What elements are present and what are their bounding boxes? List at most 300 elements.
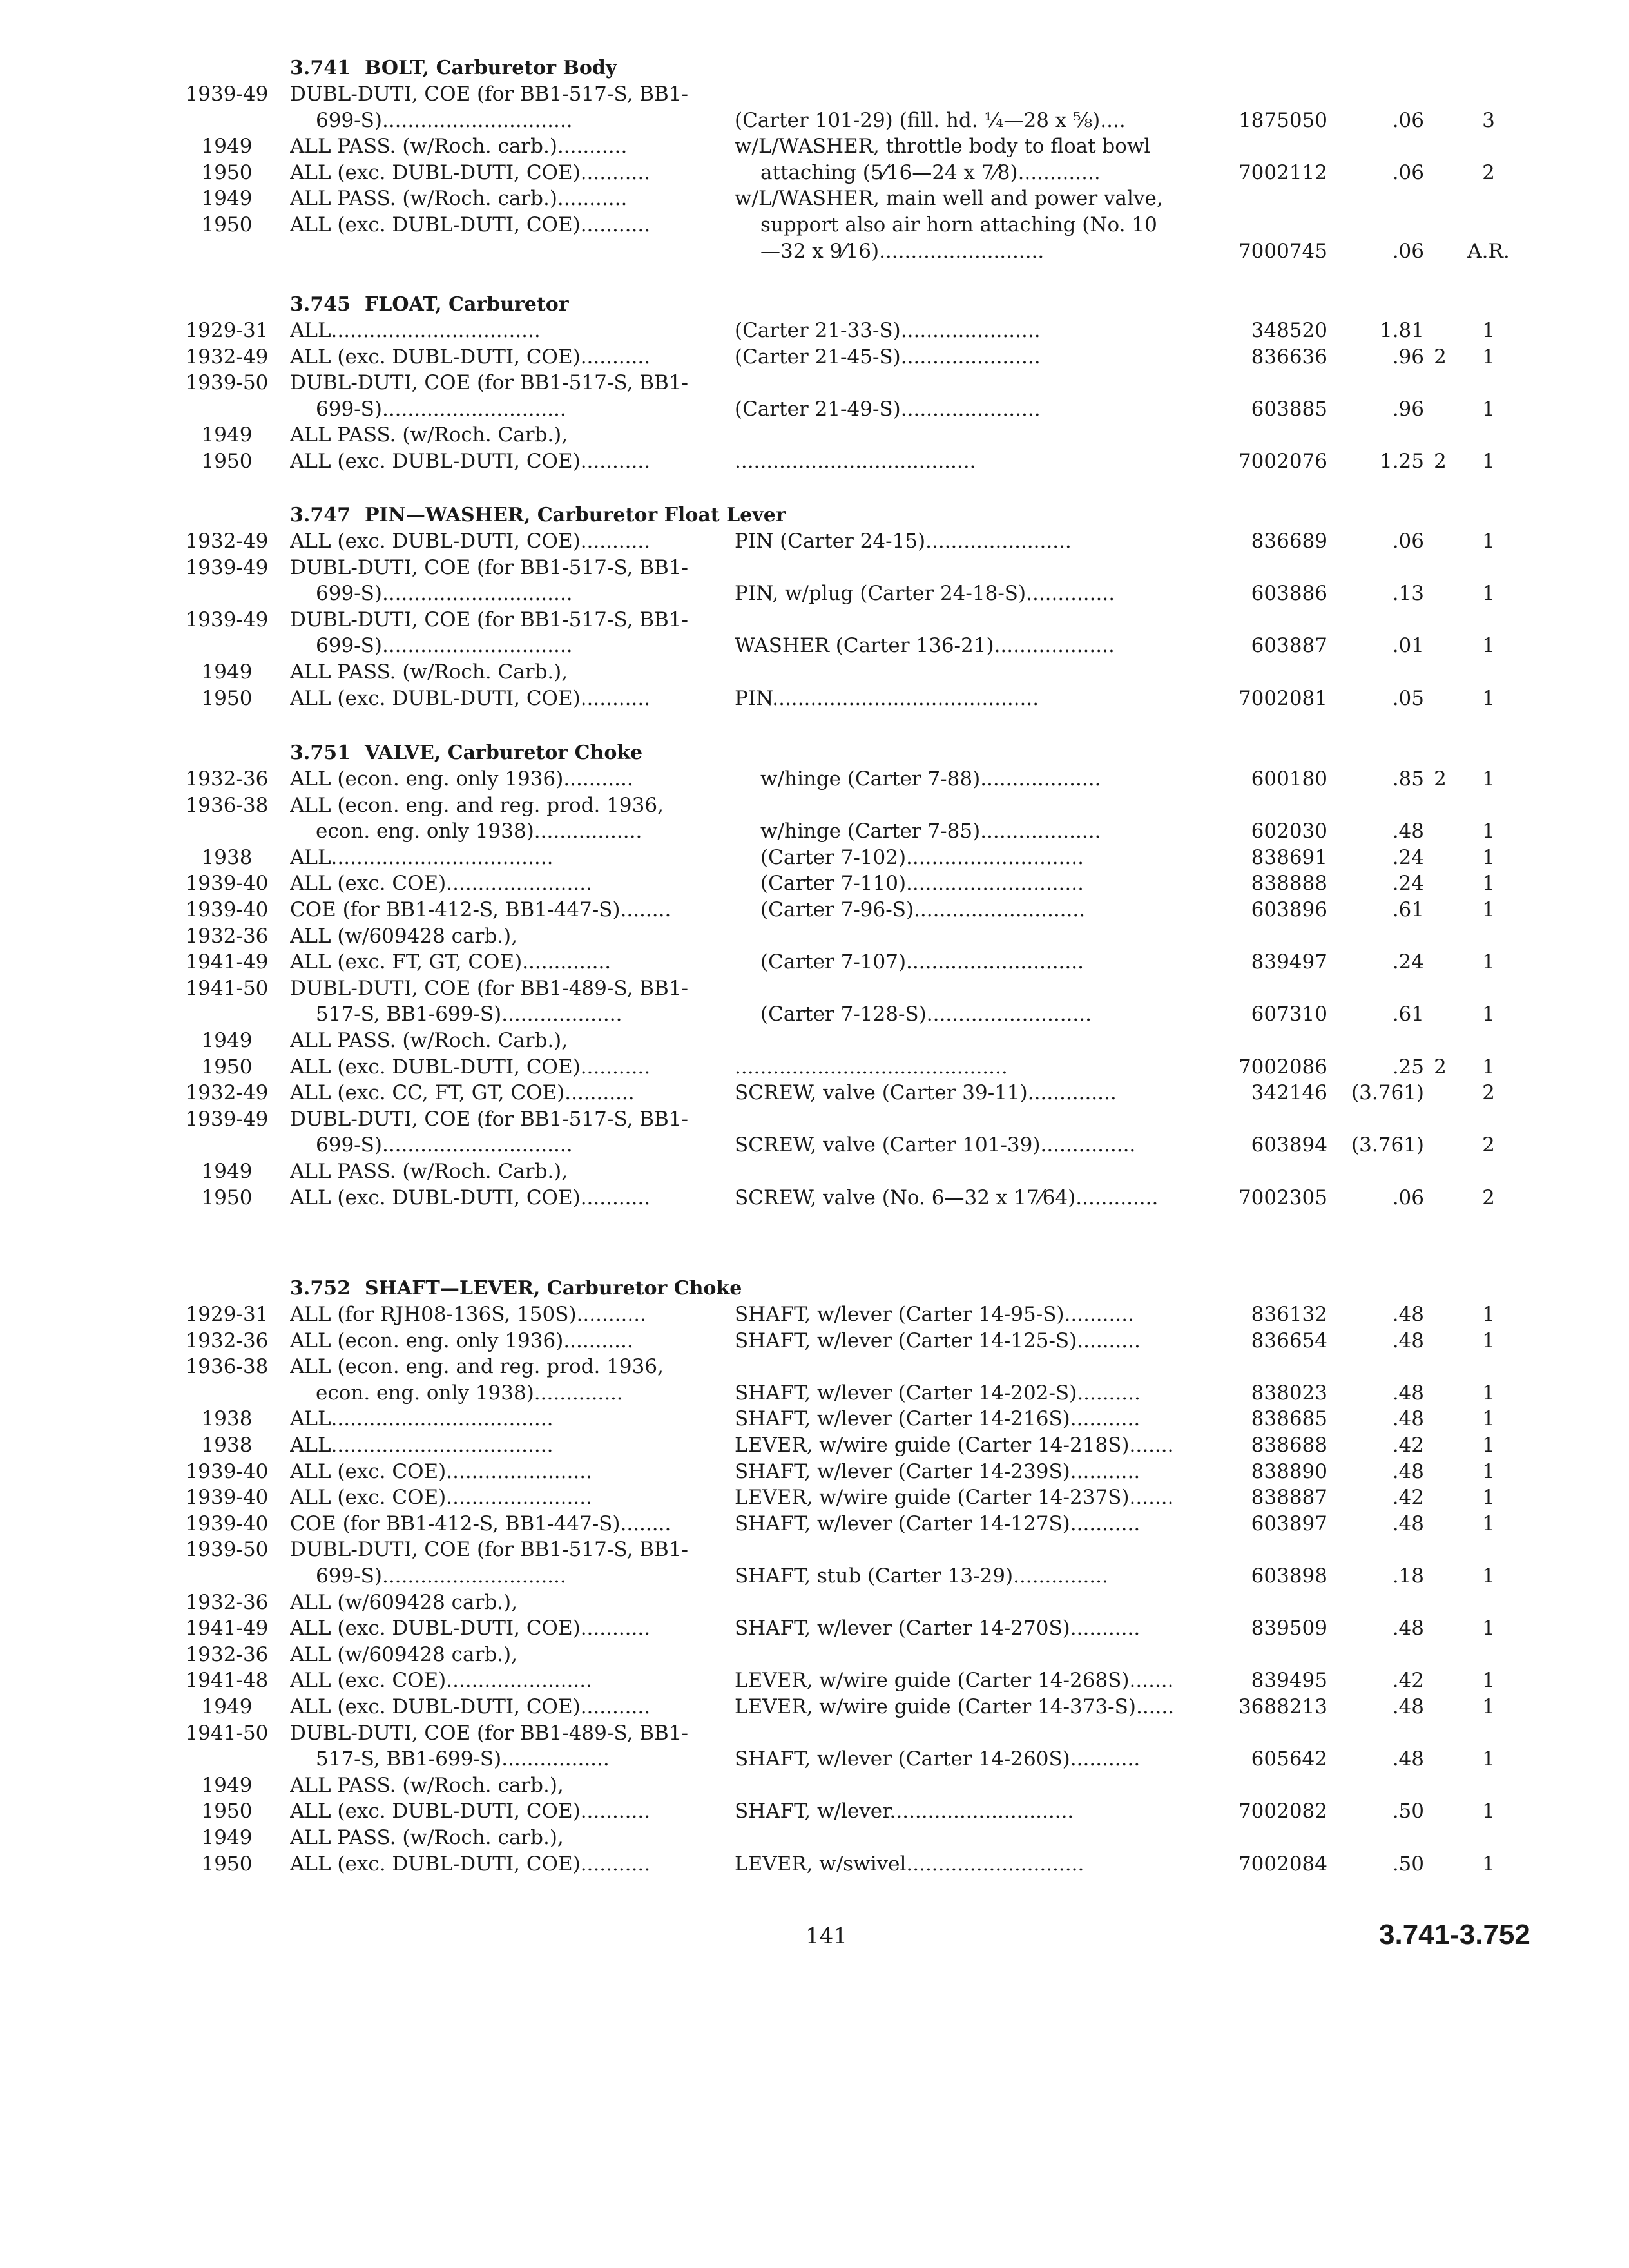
table-row — [0, 318, 1629, 343]
description-cell: (Carter 7-128-S).......................... — [760, 1003, 1092, 1026]
section-title — [290, 1277, 742, 1300]
description-cell: PIN, w/plug (Carter 24-18-S).............. — [735, 582, 1115, 606]
quantity-cell: 2 — [1482, 160, 1495, 184]
price-cell: .18 — [1392, 1564, 1424, 1588]
application-cell: DUBL-DUTI, COE (for BB1-517-S, BB1- — [290, 608, 688, 631]
price-cell: .06 — [1392, 108, 1424, 132]
quantity-cell: 1 — [1482, 397, 1495, 421]
price-cell: .06 — [1392, 530, 1424, 553]
application-cell: DUBL-DUTI, COE (for BB1-517-S, BB1- — [290, 555, 688, 579]
price-cell: .05 — [1392, 686, 1424, 710]
application-cell: ALL................................... — [290, 1407, 554, 1431]
price-cell: .85 — [1392, 767, 1424, 791]
description-cell: —32 x 9⁄16).......................... — [760, 239, 1045, 263]
table-row — [0, 186, 1629, 211]
description-cell: SCREW, valve (No. 6—32 x 17⁄64)............. — [735, 1186, 1159, 1209]
table-row — [0, 1590, 1629, 1615]
year-cell: 1939-40 — [185, 872, 269, 896]
section-number: 3.741 — [290, 57, 351, 79]
quantity-cell: 1 — [1482, 950, 1495, 974]
description-cell: SHAFT, stub (Carter 13-29)............... — [735, 1564, 1108, 1588]
price-cell: .48 — [1392, 1617, 1424, 1640]
application-cell: ALL (exc. DUBL-DUTI, COE)........... — [290, 160, 651, 184]
application-cell: ALL PASS. (w/Roch. Carb.), — [290, 1029, 568, 1052]
description-cell: PIN.......................................... — [735, 686, 1039, 710]
application-cell: DUBL-DUTI, COE (for BB1-517-S, BB1- — [290, 1107, 688, 1131]
year-cell: 1929-31 — [185, 1303, 269, 1326]
table-row — [0, 686, 1629, 711]
part-number-cell: 7002081 — [1238, 686, 1327, 710]
price-cell: .96 — [1392, 397, 1424, 421]
part-number-cell: 7002112 — [1238, 160, 1327, 184]
table-row — [0, 1328, 1629, 1354]
price-cell: .48 — [1392, 1329, 1424, 1352]
section-title — [290, 504, 786, 526]
application-cell: DUBL-DUTI, COE (for BB1-489-S, BB1- — [290, 1721, 688, 1745]
part-number-cell: 836132 — [1251, 1303, 1327, 1326]
application-cell: ALL................................... — [290, 845, 554, 869]
price-cell: .06 — [1392, 160, 1424, 184]
part-number-cell: 605642 — [1251, 1747, 1327, 1771]
year-cell: 1932-49 — [185, 1081, 269, 1105]
year-cell: 1950 — [201, 160, 253, 184]
application-cell: ALL (exc. CC, FT, GT, COE)........... — [290, 1081, 635, 1105]
year-cell: 1932-36 — [185, 1642, 269, 1666]
quantity-cell: 2 — [1482, 1186, 1495, 1209]
part-number-cell: 838890 — [1251, 1459, 1327, 1483]
section-title — [290, 293, 569, 316]
quantity-cell: 1 — [1482, 1381, 1495, 1405]
description-cell: w/L/WASHER, throttle body to float bowl — [735, 135, 1151, 159]
group-cell: 2 — [1434, 450, 1447, 473]
price-cell: 1.25 — [1379, 450, 1424, 473]
part-number-cell: 838685 — [1251, 1407, 1327, 1431]
price-cell: .42 — [1392, 1486, 1424, 1510]
part-number-cell: 838888 — [1251, 872, 1327, 896]
year-cell: 1949 — [201, 1695, 253, 1718]
application-cell: ALL (exc. FT, GT, COE).............. — [290, 950, 612, 974]
table-row — [0, 897, 1629, 923]
table-row — [0, 1485, 1629, 1510]
quantity-cell: 2 — [1482, 1133, 1495, 1157]
year-cell: 1949 — [201, 1029, 253, 1052]
quantity-cell: 1 — [1482, 898, 1495, 921]
price-cell: .96 — [1392, 345, 1424, 369]
year-cell: 1950 — [201, 1852, 253, 1876]
part-number-cell: 838688 — [1251, 1434, 1327, 1457]
table-row — [0, 81, 1629, 107]
section-name: FLOAT, Carburetor — [364, 293, 569, 316]
table-row — [0, 1080, 1629, 1106]
year-cell: 1932-36 — [185, 1329, 269, 1352]
price-cell: .48 — [1392, 1303, 1424, 1326]
application-cell: DUBL-DUTI, COE (for BB1-489-S, BB1- — [290, 976, 688, 1000]
table-row — [0, 528, 1629, 554]
price-cell: .48 — [1392, 1747, 1424, 1771]
application-cell: ALL PASS. (w/Roch. Carb.), — [290, 1160, 568, 1183]
application-cell: ALL PASS. (w/Roch. carb.)........... — [290, 187, 628, 211]
application-cell: ALL PASS. (w/Roch. carb.), — [290, 1773, 564, 1797]
price-cell: (3.761) — [1351, 1081, 1424, 1105]
quantity-cell: 1 — [1482, 530, 1495, 553]
quantity-cell: 3 — [1482, 108, 1495, 132]
description-cell: LEVER, w/wire guide (Carter 14-237S)....... — [735, 1486, 1174, 1510]
table-row — [0, 396, 1629, 422]
description-cell: SHAFT, w/lever (Carter 14-202-S).......... — [735, 1381, 1141, 1405]
section-range: 3.741-3.752 — [1379, 1919, 1530, 1950]
application-cell: 699-S)............................. — [316, 397, 566, 421]
part-number-cell: 603897 — [1251, 1512, 1327, 1535]
part-number-cell: 603886 — [1251, 582, 1327, 606]
table-row — [0, 581, 1629, 606]
application-cell: ALL (exc. DUBL-DUTI, COE)........... — [290, 1695, 651, 1718]
table-row — [0, 108, 1629, 133]
table-row — [0, 766, 1629, 792]
application-cell: econ. eng. only 1938)................. — [316, 820, 642, 843]
section-name: PIN—WASHER, Carburetor Float Lever — [364, 504, 786, 526]
application-cell: ALL (econ. eng. and reg. prod. 1936, — [290, 793, 664, 817]
table-row — [0, 1537, 1629, 1562]
price-cell: .25 — [1392, 1055, 1424, 1079]
application-cell: ALL (for RJH08-136S, 150S)........... — [290, 1303, 646, 1326]
table-row — [0, 1432, 1629, 1458]
table-row — [0, 1720, 1629, 1746]
application-cell: ALL (exc. DUBL-DUTI, COE)........... — [290, 450, 651, 473]
price-cell: .42 — [1392, 1434, 1424, 1457]
part-number-cell: 839509 — [1251, 1617, 1327, 1640]
group-cell: 2 — [1434, 1055, 1447, 1079]
table-row — [0, 793, 1629, 818]
quantity-cell: 1 — [1482, 1512, 1495, 1535]
quantity-cell: 1 — [1482, 872, 1495, 896]
description-cell: support also air horn attaching (No. 10 — [760, 213, 1157, 236]
application-cell: 699-S).............................. — [316, 108, 573, 132]
description-cell: SCREW, valve (Carter 39-11).............. — [735, 1081, 1117, 1105]
part-number-cell: 7002086 — [1238, 1055, 1327, 1079]
quantity-cell: 1 — [1482, 686, 1495, 710]
year-cell: 1950 — [201, 213, 253, 236]
description-cell: w/hinge (Carter 7-85)................... — [760, 820, 1101, 843]
table-row — [0, 555, 1629, 581]
quantity-cell: 1 — [1482, 1617, 1495, 1640]
table-row — [0, 1667, 1629, 1693]
part-number-cell: 7002076 — [1238, 450, 1327, 473]
year-cell: 1941-50 — [185, 1721, 269, 1745]
table-row — [0, 1302, 1629, 1327]
application-cell: ALL (exc. DUBL-DUTI, COE)........... — [290, 1055, 651, 1079]
part-number-cell: 7002082 — [1238, 1800, 1327, 1823]
part-number-cell: 838691 — [1251, 845, 1327, 869]
description-cell: SHAFT, w/lever (Carter 14-95-S)........... — [735, 1303, 1134, 1326]
description-cell: SCREW, valve (Carter 101-39)............... — [735, 1133, 1136, 1157]
price-cell: .24 — [1392, 845, 1424, 869]
description-cell: LEVER, w/wire guide (Carter 14-218S)....... — [735, 1434, 1174, 1457]
application-cell: ALL PASS. (w/Roch. carb.), — [290, 1826, 564, 1849]
year-cell: 1950 — [201, 1055, 253, 1079]
quantity-cell: 1 — [1482, 1055, 1495, 1079]
table-row — [0, 1132, 1629, 1158]
description-cell: SHAFT, w/lever (Carter 14-127S)........... — [735, 1512, 1141, 1535]
year-cell: 1941-50 — [185, 976, 269, 1000]
table-row — [0, 1615, 1629, 1641]
part-number-cell: 600180 — [1251, 767, 1327, 791]
table-row — [0, 845, 1629, 870]
price-cell: (3.761) — [1351, 1133, 1424, 1157]
year-cell: 1939-40 — [185, 1459, 269, 1483]
table-row — [0, 1798, 1629, 1824]
price-cell: .42 — [1392, 1669, 1424, 1693]
quantity-cell: 1 — [1482, 634, 1495, 658]
description-cell: LEVER, w/swivel............................ — [735, 1852, 1084, 1876]
part-number-cell: 603885 — [1251, 397, 1327, 421]
table-row — [0, 870, 1629, 896]
year-cell: 1941-49 — [185, 950, 269, 974]
application-cell: ALL (econ. eng. only 1936)........... — [290, 767, 633, 791]
table-row — [0, 923, 1629, 949]
part-number-cell: 603894 — [1251, 1133, 1327, 1157]
quantity-cell: 2 — [1482, 1081, 1495, 1105]
part-number-cell: 342146 — [1251, 1081, 1327, 1105]
description-cell: SHAFT, w/lever (Carter 14-260S)........... — [735, 1747, 1141, 1771]
description-cell: LEVER, w/wire guide (Carter 14-268S)....... — [735, 1669, 1174, 1693]
description-cell: (Carter 7-107)............................ — [760, 950, 1084, 974]
application-cell: 699-S).............................. — [316, 1133, 573, 1157]
application-cell: ALL PASS. (w/Roch. Carb.), — [290, 423, 568, 447]
quantity-cell: 1 — [1482, 1434, 1495, 1457]
year-cell: 1939-49 — [185, 555, 269, 579]
table-row — [0, 1642, 1629, 1667]
price-cell: .24 — [1392, 872, 1424, 896]
application-cell: ALL (exc. DUBL-DUTI, COE)........... — [290, 345, 651, 369]
price-cell: 1.81 — [1379, 319, 1424, 342]
year-cell: 1939-50 — [185, 371, 269, 395]
description-cell: SHAFT, w/lever............................. — [735, 1800, 1074, 1823]
year-cell: 1939-40 — [185, 898, 269, 921]
year-cell: 1949 — [201, 1826, 253, 1849]
application-cell: ALL (exc. DUBL-DUTI, COE)........... — [290, 1852, 651, 1876]
application-cell: ALL................................. — [290, 319, 541, 342]
quantity-cell: 1 — [1482, 345, 1495, 369]
year-cell: 1929-31 — [185, 319, 269, 342]
table-row — [0, 160, 1629, 186]
application-cell: COE (for BB1-412-S, BB1-447-S)........ — [290, 898, 671, 921]
part-number-cell: 607310 — [1251, 1003, 1327, 1026]
year-cell: 1938 — [201, 1407, 253, 1431]
quantity-cell: 1 — [1482, 1407, 1495, 1431]
year-cell: 1936-38 — [185, 1355, 269, 1379]
page-number: 141 — [805, 1923, 847, 1949]
section-number: 3.745 — [290, 293, 351, 316]
table-row — [0, 1459, 1629, 1485]
application-cell: ALL (exc. COE)....................... — [290, 1486, 592, 1510]
description-cell: (Carter 7-102)............................ — [760, 845, 1084, 869]
application-cell: ALL (exc. COE)....................... — [290, 872, 592, 896]
price-cell: .61 — [1392, 898, 1424, 921]
year-cell: 1949 — [201, 1773, 253, 1797]
application-cell: 517-S, BB1-699-S)................. — [316, 1747, 610, 1771]
description-cell: (Carter 101-29) (fill. hd. ¼—28 x ⅝).... — [735, 108, 1126, 132]
quantity-cell: 1 — [1482, 1564, 1495, 1588]
application-cell: COE (for BB1-412-S, BB1-447-S)........ — [290, 1512, 671, 1535]
description-cell: (Carter 21-33-S)...................... — [735, 319, 1041, 342]
application-cell: ALL (exc. DUBL-DUTI, COE)........... — [290, 530, 651, 553]
table-row — [0, 1158, 1629, 1184]
year-cell: 1950 — [201, 1186, 253, 1209]
section-name: VALVE, Carburetor Choke — [364, 742, 643, 764]
year-cell: 1949 — [201, 1160, 253, 1183]
year-cell: 1936-38 — [185, 793, 269, 817]
part-number-cell: 1875050 — [1238, 108, 1327, 132]
quantity-cell: 1 — [1482, 1695, 1495, 1718]
price-cell: .48 — [1392, 1381, 1424, 1405]
application-cell: 699-S).............................. — [316, 582, 573, 606]
year-cell: 1949 — [201, 135, 253, 159]
part-number-cell: 836636 — [1251, 345, 1327, 369]
application-cell: econ. eng. only 1938).............. — [316, 1381, 623, 1405]
description-cell: SHAFT, w/lever (Carter 14-239S)........... — [735, 1459, 1141, 1483]
table-row — [0, 344, 1629, 370]
year-cell: 1939-49 — [185, 608, 269, 631]
description-cell: LEVER, w/wire guide (Carter 14-373-S)...... — [735, 1695, 1175, 1718]
application-cell: ALL (exc. DUBL-DUTI, COE)........... — [290, 213, 651, 236]
description-cell: ...................................... — [735, 450, 976, 473]
application-cell: ALL (econ. eng. and reg. prod. 1936, — [290, 1355, 664, 1379]
table-row — [0, 818, 1629, 844]
table-row — [0, 1825, 1629, 1850]
price-cell: .06 — [1392, 1186, 1424, 1209]
table-row — [0, 975, 1629, 1001]
part-number-cell: 603896 — [1251, 898, 1327, 921]
table-row — [0, 448, 1629, 474]
price-cell: .48 — [1392, 820, 1424, 843]
table-row — [0, 949, 1629, 975]
quantity-cell: 1 — [1482, 319, 1495, 342]
table-row — [0, 133, 1629, 159]
part-number-cell: 7002084 — [1238, 1852, 1327, 1876]
application-cell: ALL................................... — [290, 1434, 554, 1457]
table-row — [0, 1185, 1629, 1211]
section-name: SHAFT—LEVER, Carburetor Choke — [364, 1277, 742, 1300]
table-row — [0, 1746, 1629, 1772]
year-cell: 1941-48 — [185, 1669, 269, 1693]
section-title — [290, 742, 642, 764]
year-cell: 1932-49 — [185, 345, 269, 369]
quantity-cell: 1 — [1482, 1329, 1495, 1352]
section-number: 3.747 — [290, 504, 351, 526]
part-number-cell: 7000745 — [1238, 239, 1327, 263]
description-cell: PIN (Carter 24-15)....................... — [735, 530, 1072, 553]
quantity-cell: 1 — [1482, 845, 1495, 869]
price-cell: .61 — [1392, 1003, 1424, 1026]
year-cell: 1949 — [201, 187, 253, 211]
part-number-cell: 348520 — [1251, 319, 1327, 342]
group-cell: 2 — [1434, 767, 1447, 791]
description-cell: w/L/WASHER, main well and power valve, — [735, 187, 1163, 211]
table-row — [0, 1511, 1629, 1537]
application-cell: ALL PASS. (w/Roch. Carb.), — [290, 660, 568, 684]
table-row — [0, 1851, 1629, 1877]
table-row — [0, 1563, 1629, 1589]
year-cell: 1938 — [201, 1434, 253, 1457]
price-cell: .50 — [1392, 1800, 1424, 1823]
section-number: 3.752 — [290, 1277, 351, 1300]
year-cell: 1939-49 — [185, 1107, 269, 1131]
price-cell: .24 — [1392, 950, 1424, 974]
table-row — [0, 1054, 1629, 1080]
quantity-cell: 1 — [1482, 1747, 1495, 1771]
application-cell: ALL (exc. COE)....................... — [290, 1459, 592, 1483]
year-cell: 1932-36 — [185, 1590, 269, 1614]
quantity-cell: 1 — [1482, 1800, 1495, 1823]
description-cell: (Carter 7-96-S)........................... — [760, 898, 1086, 921]
table-row — [0, 212, 1629, 238]
application-cell: 699-S)............................. — [316, 1564, 566, 1588]
application-cell: ALL (exc. DUBL-DUTI, COE)........... — [290, 1186, 651, 1209]
price-cell: .01 — [1392, 634, 1424, 658]
part-number-cell: 602030 — [1251, 820, 1327, 843]
table-row — [0, 633, 1629, 658]
application-cell: ALL (econ. eng. only 1936)........... — [290, 1329, 633, 1352]
table-row — [0, 607, 1629, 633]
description-cell: attaching (5⁄16—24 x 7⁄8)............. — [760, 160, 1101, 184]
part-number-cell: 836689 — [1251, 530, 1327, 553]
application-cell: ALL (w/609428 carb.), — [290, 924, 517, 948]
price-cell: .13 — [1392, 582, 1424, 606]
application-cell: ALL (exc. DUBL-DUTI, COE)........... — [290, 1617, 651, 1640]
year-cell: 1939-49 — [185, 82, 269, 106]
year-cell: 1932-36 — [185, 767, 269, 791]
application-cell: 699-S).............................. — [316, 634, 573, 658]
application-cell: DUBL-DUTI, COE (for BB1-517-S, BB1- — [290, 371, 688, 395]
quantity-cell: 1 — [1482, 1669, 1495, 1693]
description-cell: (Carter 21-45-S)...................... — [735, 345, 1041, 369]
part-number-cell: 836654 — [1251, 1329, 1327, 1352]
part-number-cell: 603887 — [1251, 634, 1327, 658]
description-cell: WASHER (Carter 136-21)................... — [735, 634, 1115, 658]
quantity-cell: 1 — [1482, 582, 1495, 606]
section-title — [290, 57, 617, 79]
price-cell: .48 — [1392, 1695, 1424, 1718]
table-row — [0, 1773, 1629, 1798]
year-cell: 1939-40 — [185, 1486, 269, 1510]
quantity-cell: 1 — [1482, 767, 1495, 791]
table-row — [0, 1354, 1629, 1379]
part-number-cell: 7002305 — [1238, 1186, 1327, 1209]
quantity-cell: 1 — [1482, 450, 1495, 473]
part-number-cell: 838887 — [1251, 1486, 1327, 1510]
description-cell: (Carter 21-49-S)...................... — [735, 397, 1041, 421]
table-row — [0, 1028, 1629, 1053]
section-name: BOLT, Carburetor Body — [364, 57, 617, 79]
quantity-cell: 1 — [1482, 1003, 1495, 1026]
year-cell: 1938 — [201, 845, 253, 869]
year-cell: 1950 — [201, 686, 253, 710]
year-cell: 1950 — [201, 1800, 253, 1823]
description-cell: SHAFT, w/lever (Carter 14-216S)........... — [735, 1407, 1141, 1431]
quantity-cell: A.R. — [1467, 239, 1510, 263]
price-cell: .06 — [1392, 239, 1424, 263]
application-cell: ALL PASS. (w/Roch. carb.)........... — [290, 135, 628, 159]
table-row — [0, 422, 1629, 448]
description-cell: w/hinge (Carter 7-88)................... — [760, 767, 1101, 791]
table-row — [0, 1106, 1629, 1132]
description-cell: SHAFT, w/lever (Carter 14-270S)........... — [735, 1617, 1141, 1640]
quantity-cell: 1 — [1482, 1459, 1495, 1483]
table-row — [0, 1001, 1629, 1027]
quantity-cell: 1 — [1482, 1303, 1495, 1326]
section-number: 3.751 — [290, 742, 351, 764]
table-row — [0, 370, 1629, 396]
